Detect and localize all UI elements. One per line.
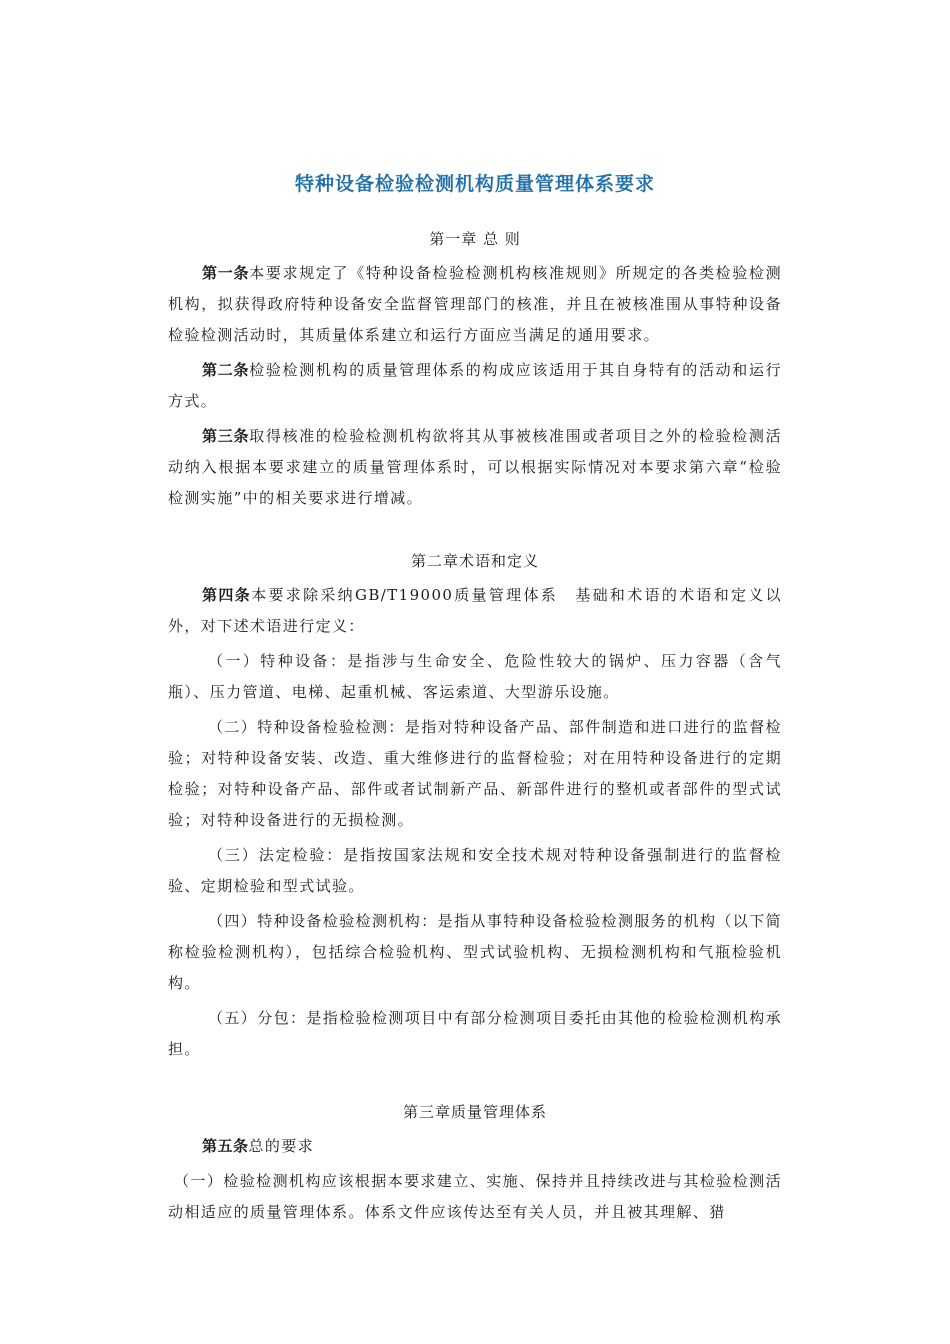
article-text: 本要求除采纳GB/T19000质量管理体系 基础和术语的术语和定义以外，对下述术语进行定义： — [168, 586, 782, 635]
article-label: 第四条 — [202, 586, 252, 604]
document-page — [168, 170, 782, 1232]
definition-item: （二）特种设备检验检测：是指对特种设备产品、部件制造和进口进行的监督检验；对特种设备安装、改造、重大维修进行的监督检验；对在用特种设备进行的定期检验；对特种设备产品、部件或者试制新产品、新部件进行的整机或者部件的型式试验；对特种设备进行的无损检测。 — [168, 718, 783, 829]
article-text: 本要求规定了《特种设备检验检测机构核准规则》所规定的各类检验检测机构，拟获得政府特种设备安全监督管理部门的核准，并且在被核准围从事特种设备检验检测活动时，其质量体系建立和运行方面应当满足的通用要求。 — [168, 264, 782, 344]
article-text: 检验检测机构的质量管理体系的构成应该适用于其自身特有的活动和运行方式。 — [168, 361, 782, 410]
chapter-heading-3: 第三章质量管理体系 — [402, 1103, 547, 1121]
article-text: 取得核准的检验检测机构欲将其从事被核准围或者项目之外的检验检测活动纳入根据本要求建立的质量管理体系时，可以根据实际情况对本要求第六章“检验检测实施”中的相关要求进行增减。 — [168, 427, 782, 507]
document-title: 特种设备检验检测机构质量管理体系要求 — [294, 173, 655, 195]
article-label: 第一条 — [202, 264, 250, 282]
definition-item: （一）特种设备：是指涉与生命安全、危险性较大的锅炉、压力容器（含气瓶）、压力管道、电梯、起重机械、客运索道、大型游乐设施。 — [168, 652, 782, 701]
requirement-item: （一）检验检测机构应该根据本要求建立、实施、保持并且持续改进与其检验检测活动相适应的质量管理体系。体系文件应该传达至有关人员，并且被其理解、猎 — [168, 1172, 782, 1221]
article-4 — [168, 580, 782, 642]
article-label: 第二条 — [202, 361, 250, 379]
definition-item: （三）法定检验：是指按国家法规和安全技术规对特种设备强制进行的监督检验、定期检验和型式试验。 — [168, 846, 782, 895]
chapter-heading-2: 第二章术语和定义 — [410, 552, 539, 570]
article-text: 总的要求 — [248, 1137, 315, 1155]
article-label: 第五条 — [202, 1137, 249, 1155]
article-2 — [168, 355, 782, 417]
definition-item: （五）分包：是指检验检测项目中有部分检测项目委托由其他的检验检测机构承担。 — [168, 1009, 783, 1058]
article-label: 第三条 — [202, 427, 250, 445]
article-3 — [168, 421, 782, 514]
article-5 — [168, 1131, 782, 1162]
chapter-heading-1: 第一章 总 则 — [429, 230, 521, 248]
article-1 — [168, 258, 782, 351]
definition-item: （四）特种设备检验检测机构：是指从事特种设备检验检测服务的机构（以下简称检验检测机构），包括综合检验机构、型式试验机构、无损检测机构和气瓶检验机构。 — [168, 912, 783, 992]
